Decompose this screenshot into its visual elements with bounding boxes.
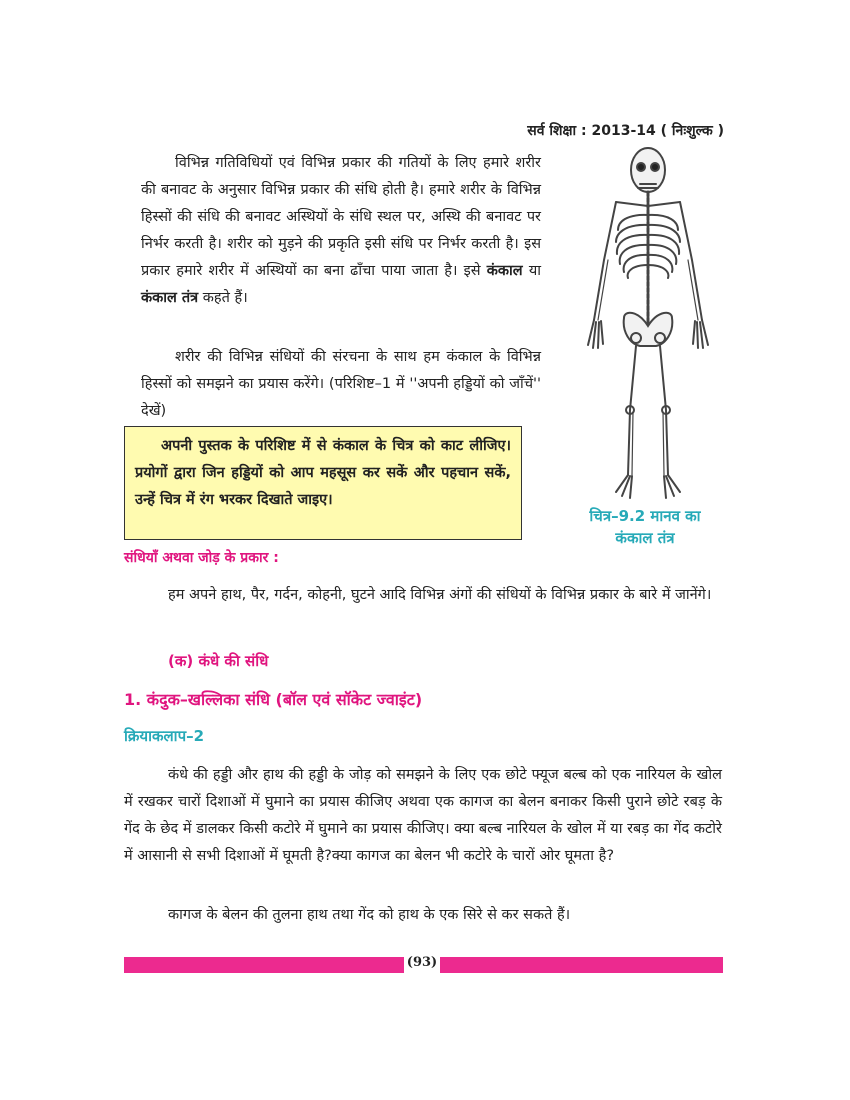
intro-paragraph-2	[141, 344, 541, 425]
heading-ball-socket-joint: 1. कंदुक–खल्लिका संधि (बॉल एवं सॉकेट ज्वाइंट)	[124, 690, 423, 709]
paragraph-body-joints	[124, 582, 722, 609]
intro-paragraph	[141, 150, 541, 312]
human-skeleton-illustration	[568, 140, 728, 505]
intro-after: कहते हैं।	[198, 290, 248, 306]
term-skeletal-system: कंकाल तंत्र	[141, 290, 199, 306]
paragraph-text: कंधे की हड्डी और हाथ की हड्डी के जोड़ को समझने के लिए एक छोटे फ्यूज बल्ब को एक नारियल के खोल में रखकर चारों दिशाओं में घुमाने का प्रयास कीजिए अथवा एक कागज का बेलन बनाकर किसी पुराने छोटे रबड़ के गेंद के छेद में डालकर किसी कटोरे में घुमाने का प्रयास कीजिए। क्या बल्ब नारियल के खोल में या रबड़ का गेंद कटोरे में आसानी से सभी दिशाओं में घूमती है?क्या कागज का बेलन भी कटोरे के चारों ओर घूमता है?	[124, 767, 722, 864]
page-header: सर्व शिक्षा : 2013-14 ( निःशुल्क )	[527, 123, 724, 139]
footer-bar-right	[440, 957, 723, 973]
paragraph-text: कागज के बेलन की तुलना हाथ तथा गेंद को हाथ के एक सिरे से कर सकते हैं।	[168, 907, 571, 923]
term-skeleton: कंकाल	[486, 263, 523, 279]
footer-bar-left	[124, 957, 404, 973]
activity-callout-box	[124, 426, 522, 540]
intro-mid: या	[522, 263, 541, 279]
figure-caption	[540, 505, 750, 549]
sub-heading-shoulder-joint: (क) कंधे की संधि	[168, 652, 269, 670]
paragraph-text: हम अपने हाथ, पैर, गर्दन, कोहनी, घुटने आदि विभिन्न अंगों की संधियों के विभिन्न प्रकार के बारे में जानेंगे।	[168, 587, 712, 603]
paragraph-conclusion	[124, 902, 722, 929]
section-heading-joint-types: संधियाँ अथवा जोड़ के प्रकार :	[124, 550, 279, 566]
intro2-text: शरीर की विभिन्न संधियों की संरचना के साथ हम कंकाल के विभिन्न हिस्सों को समझने का प्रयास करेंगे। (परिशिष्ट–1 में ''अपनी हड्डियों को जाँचें'' देखें)	[141, 349, 541, 419]
caption-line-1: चित्र–9.2 मानव का	[589, 507, 701, 525]
callout-text: अपनी पुस्तक के परिशिष्ट में से कंकाल के चित्र को काट लीजिए। प्रयोगों द्वारा जिन हड्डियों को आप महसूस कर सकें और पहचान सकें, उन्हें चित्र में रंग भरकर दिखाते जाइए।	[135, 438, 511, 508]
intro-text: विभिन्न गतिविधियों एवं विभिन्न प्रकार की गतियों के लिए हमारे शरीर की बनावट के अनुसार विभिन्न प्रकार की संधि होती है। हमारे शरीर के विभिन्न हिस्सों की संधि की बनावट अस्थियों के संधि स्थल पर, अस्थि की बनावट पर निर्भर करती है। शरीर को मुड़ने की प्रकृति इसी संधि पर निर्भर करती है। इस प्रकार हमारे शरीर में अस्थियों का बना ढाँचा पाया जाता है। इसे	[141, 155, 541, 279]
caption-line-2: कंकाल तंत्र	[615, 529, 675, 547]
paragraph-activity	[124, 762, 722, 870]
page-number: (93)	[406, 955, 438, 970]
heading-activity-2: क्रियाकलाप–2	[124, 727, 205, 745]
